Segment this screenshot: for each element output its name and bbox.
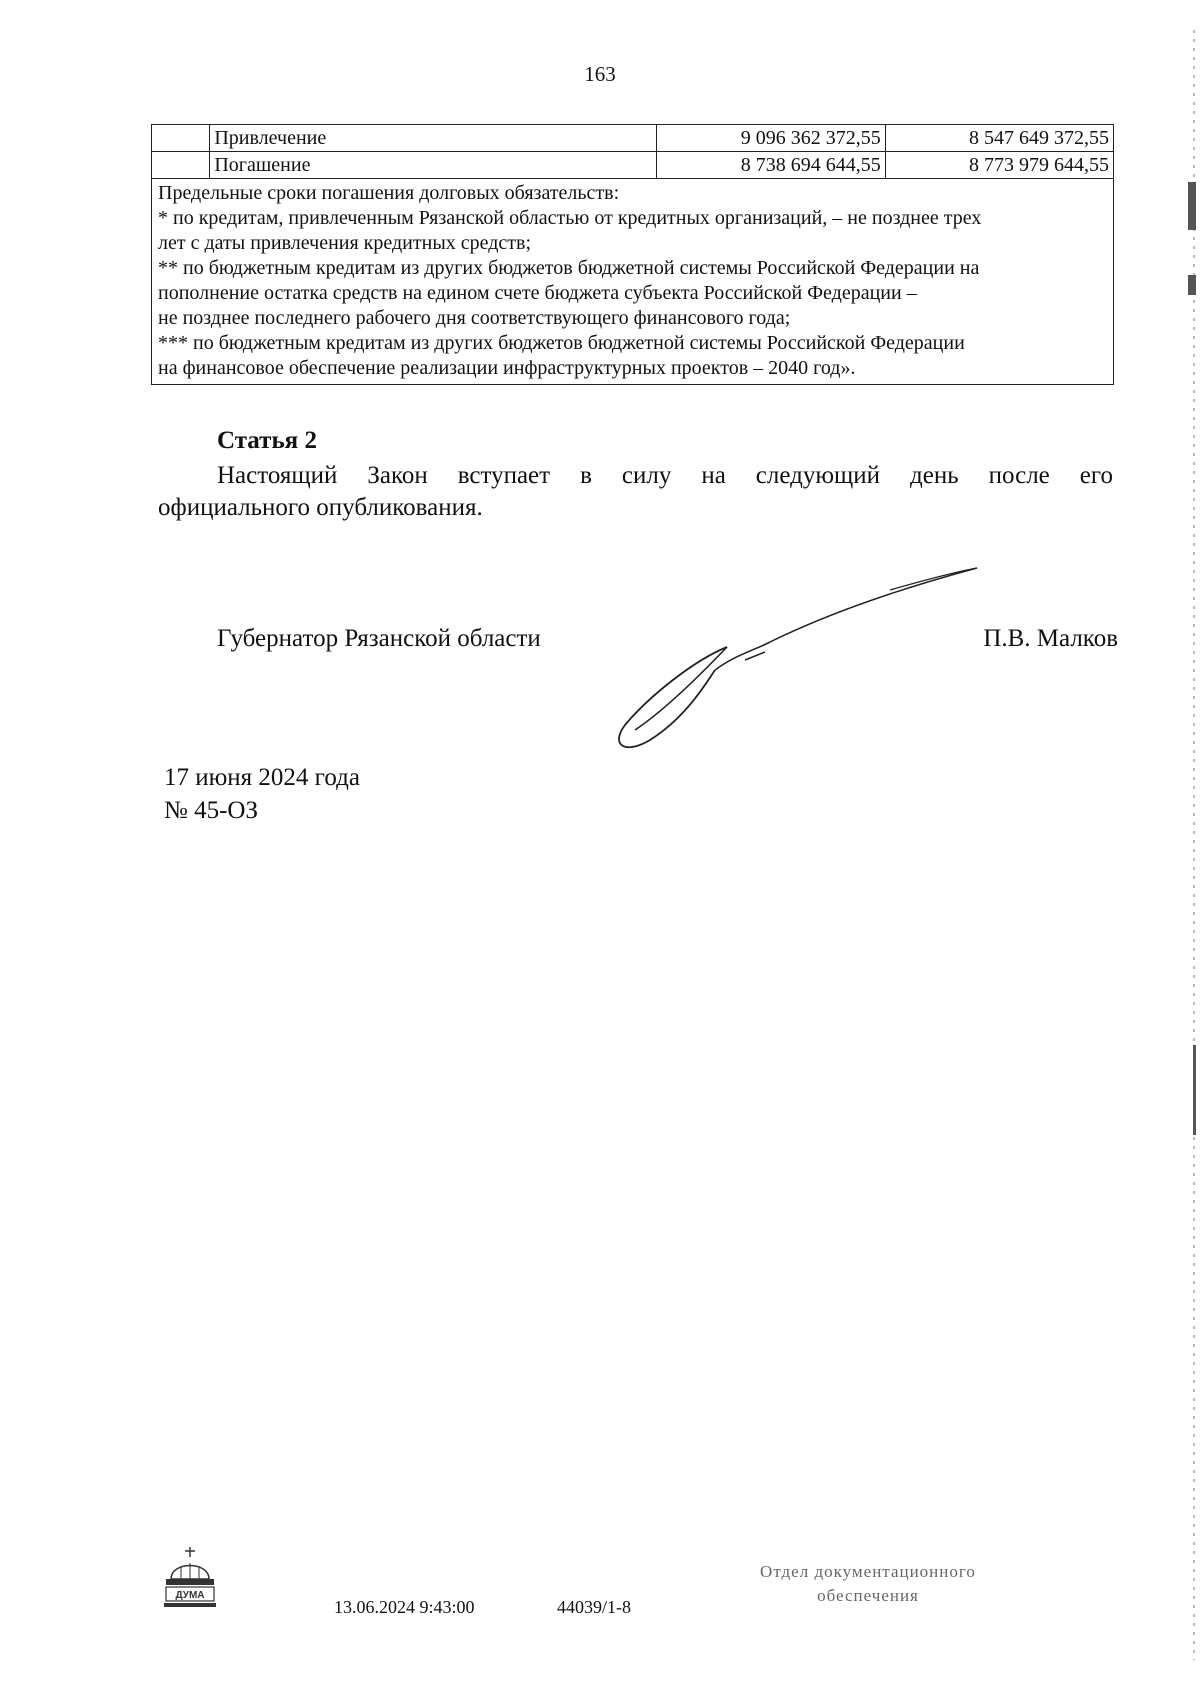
page-number: 163 (584, 62, 616, 86)
table-notes-row (152, 179, 1114, 385)
registration-code: 44039/1-8 (557, 1597, 631, 1617)
table-row (152, 125, 1114, 152)
governor-title: Губернатор Рязанской области (217, 625, 541, 652)
article-text-line: официального опубликования. (158, 494, 483, 521)
table-cell-value: 8 773 979 644,55 (885, 152, 1113, 179)
note-line: пополнение остатка средств на едином счете бюджета субъекта Российской Федерации – (158, 282, 917, 304)
duma-logo-text: ДУМА (175, 1590, 205, 1601)
department-stamp-line: Отдел документационного (760, 1562, 976, 1581)
governor-name: П.В. Малков (983, 625, 1118, 652)
note-line: *** по бюджетным кредитам из других бюджетов бюджетной системы Российской Федерации (158, 332, 965, 354)
table-cell-empty (152, 125, 210, 152)
table-cell-label: Погашение (210, 152, 657, 179)
note-line: ** по бюджетным кредитам из других бюджетов бюджетной системы Российской Федерации на (158, 257, 980, 279)
handwritten-signature (605, 560, 985, 760)
registration-timestamp: 13.06.2024 9:43:00 (334, 1597, 475, 1617)
table-cell-value: 8 738 694 644,55 (657, 152, 885, 179)
department-stamp-line: обеспечения (817, 1586, 919, 1605)
article-title: Статья 2 (217, 427, 317, 454)
duma-logo-icon (163, 1545, 217, 1611)
table-row (152, 152, 1114, 179)
table-cell-empty (152, 152, 210, 179)
note-line: не позднее последнего рабочего дня соответствующего финансового года; (158, 307, 791, 329)
scan-edge-mark (1193, 1045, 1196, 1135)
article-body (158, 460, 1113, 524)
table-cell-value: 9 096 362 372,55 (657, 125, 885, 152)
financing-table (151, 124, 1114, 385)
table-cell-value: 8 547 649 372,55 (885, 125, 1113, 152)
scan-edge-mark (1188, 275, 1196, 295)
note-line: Предельные сроки погашения долговых обязательств: (158, 182, 620, 204)
note-line: на финансовое обеспечение реализации инфраструктурных проектов – 2040 год». (158, 357, 856, 379)
table-notes (152, 179, 1114, 385)
law-number: № 45-ОЗ (164, 797, 259, 824)
table-cell-label: Привлечение (210, 125, 657, 152)
note-line: * по кредитам, привлеченным Рязанской областью от кредитных организаций, – не позднее трех (158, 207, 982, 229)
scan-edge-mark (1188, 182, 1196, 230)
note-line: лет с даты привлечения кредитных средств; (158, 232, 532, 254)
department-stamp (718, 1560, 1018, 1608)
article-text-line: Настоящий Закон вступает в силу на следующий день после его (217, 462, 1113, 489)
law-date: 17 июня 2024 года (164, 764, 360, 791)
